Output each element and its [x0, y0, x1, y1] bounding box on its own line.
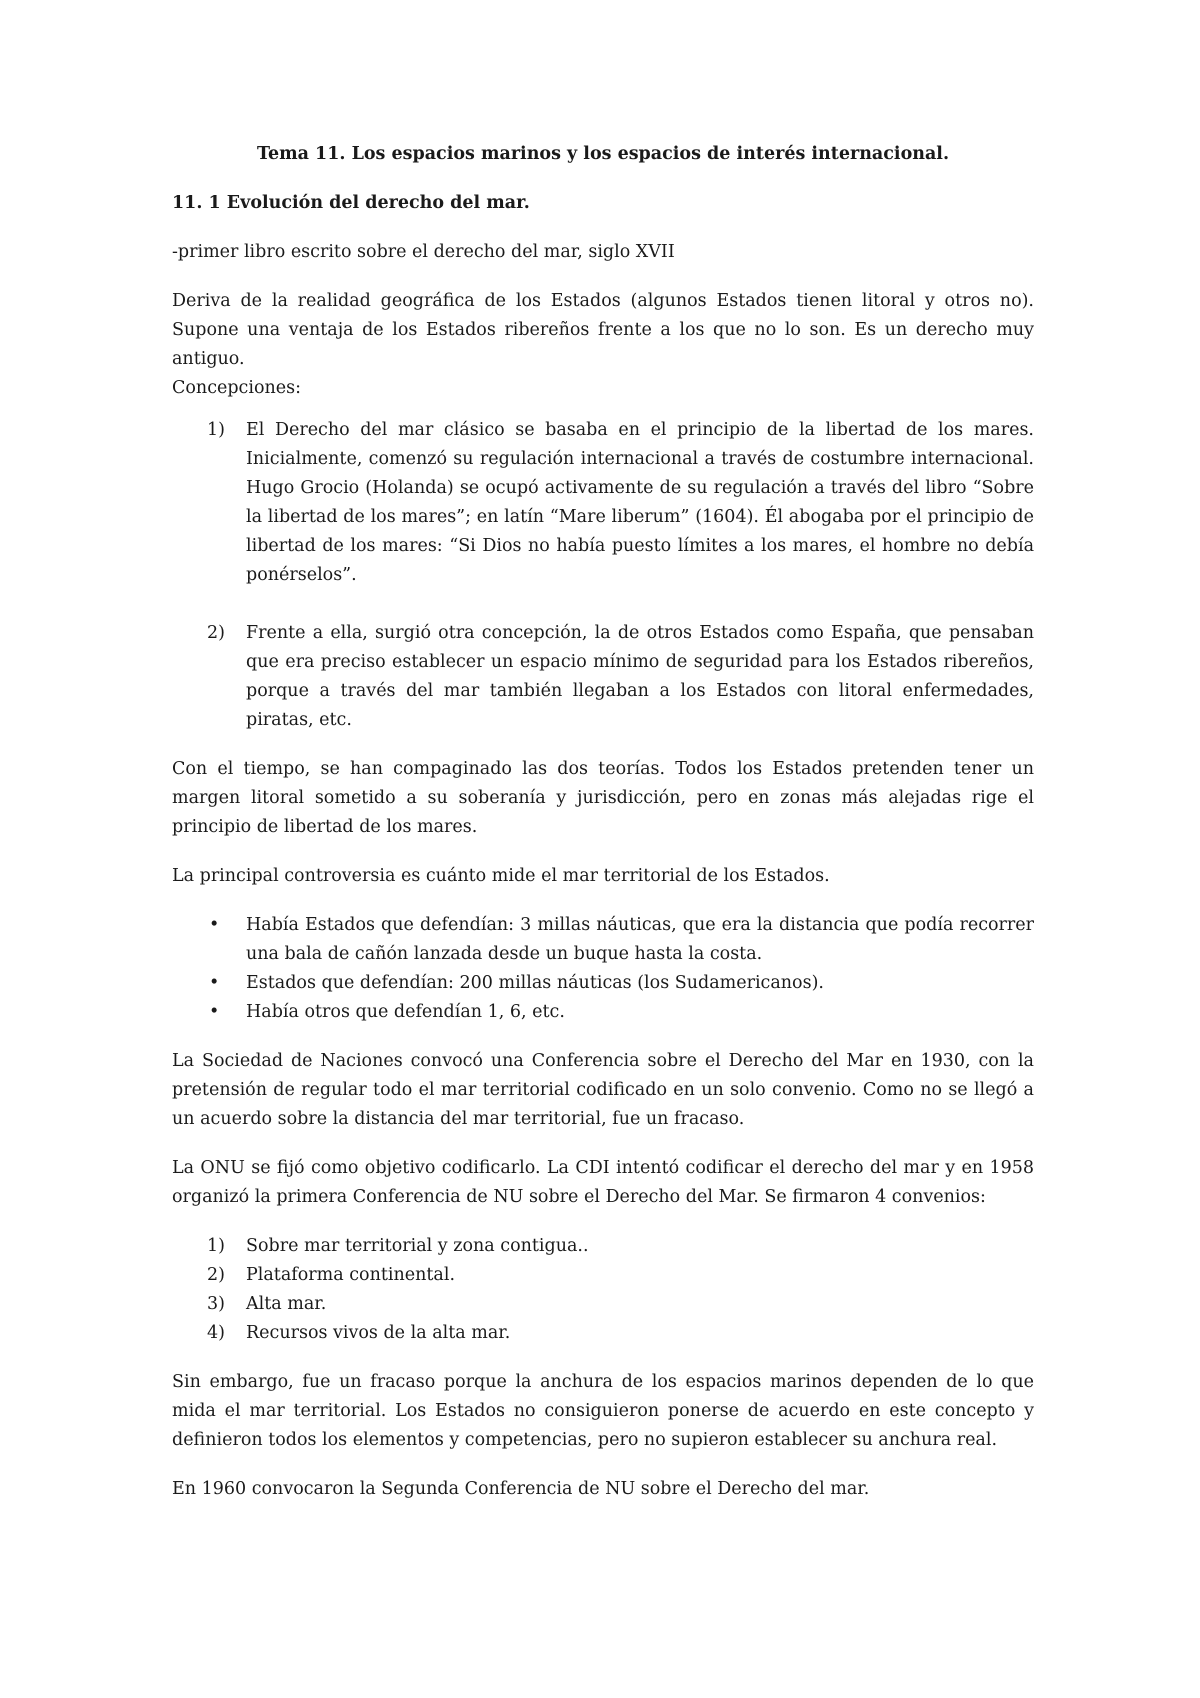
- paragraph-sociedad-naciones: La Sociedad de Naciones convocó una Conferencia sobre el Derecho del Mar en 1930, con la pretensión de regular todo el mar territorial codificado en un solo convenio. Como no se llegó a un acuerdo sobre la distancia del mar territorial, fue un fracaso.: [172, 1051, 1034, 1129]
- list-marker: 1): [207, 1236, 225, 1256]
- list-item-text: El Derecho del mar clásico se basaba en el principio de la libertad de los mares. Inicialmente, comenzó su regulación internacional a través de costumbre internacional. Hugo Grocio (Holanda) se ocupó activamente de su regulación a través del libro “Sobre la libertad de los mares”; en latín “Mare liberum” (1604). Él abogaba por el principio de libertad de los mares: “Si Dios no había puesto límites a los mares, el hombre no debía ponérselos”.: [246, 420, 1034, 585]
- paragraph-1960: En 1960 convocaron la Segunda Conferencia de NU sobre el Derecho del mar.: [172, 1479, 870, 1499]
- list-item-text: Plataforma continental.: [246, 1265, 456, 1285]
- list-item-text: Recursos vivos de la alta mar.: [246, 1323, 511, 1343]
- document-title: Tema 11. Los espacios marinos y los espacios de interés internacional.: [256, 144, 950, 164]
- list-marker: 2): [207, 623, 225, 643]
- bullet-marker: •: [209, 915, 220, 935]
- list-item-text: Alta mar.: [246, 1294, 327, 1314]
- list-item: [172, 416, 1034, 590]
- list-item: [172, 998, 1034, 1027]
- list-marker: 2): [207, 1265, 225, 1285]
- paragraph-controversia: La principal controversia es cuánto mide el mar territorial de los Estados.: [172, 866, 830, 886]
- list-item-text: Sobre mar territorial y zona contigua..: [246, 1236, 589, 1256]
- paragraph-concepciones-label: Concepciones:: [172, 378, 301, 398]
- list-item: [172, 1290, 1034, 1319]
- list-item: [172, 1261, 1034, 1290]
- list-item: [172, 911, 1034, 969]
- list-marker: 3): [207, 1294, 225, 1314]
- document-body: [172, 140, 1034, 1524]
- list-item: [172, 969, 1034, 998]
- paragraph-primer-libro: -primer libro escrito sobre el derecho del mar, siglo XVII: [172, 242, 675, 262]
- list-item-text: Había otros que defendían 1, 6, etc.: [246, 1002, 565, 1022]
- convenios-list: [172, 1232, 1034, 1348]
- list-item-text: Frente a ella, surgió otra concepción, la de otros Estados como España, que pensaban que era preciso establecer un espacio mínimo de seguridad para los Estados ribereños, porque a través del mar también llegaban a los Estados con litoral enfermedades, piratas, etc.: [246, 623, 1034, 730]
- concepciones-list: [172, 416, 1034, 735]
- list-item: [172, 619, 1034, 735]
- paragraph-sin-embargo: Sin embargo, fue un fracaso porque la anchura de los espacios marinos dependen de lo que mida el mar territorial. Los Estados no consiguieron ponerse de acuerdo en este concepto y definieron todos los elementos y competencias, pero no supieron establecer su anchura real.: [172, 1372, 1034, 1450]
- paragraph-onu: La ONU se fijó como objetivo codificarlo. La CDI intentó codificar el derecho del mar y en 1958 organizó la primera Conferencia de NU sobre el Derecho del Mar. Se firmaron 4 convenios:: [172, 1158, 1034, 1207]
- list-marker: 1): [207, 420, 225, 440]
- section-heading: 11. 1 Evolución del derecho del mar.: [172, 193, 530, 213]
- bullet-marker: •: [209, 1002, 220, 1022]
- bullet-marker: •: [209, 973, 220, 993]
- paragraph-deriva: Deriva de la realidad geográfica de los Estados (algunos Estados tienen litoral y otros no). Supone una ventaja de los Estados ribereños frente a los que no lo son. Es un derecho muy antiguo.: [172, 291, 1034, 369]
- list-marker: 4): [207, 1323, 225, 1343]
- list-item-text: Estados que defendían: 200 millas náuticas (los Sudamericanos).: [246, 973, 824, 993]
- millas-bullet-list: [172, 911, 1034, 1027]
- paragraph-con-el-tiempo: Con el tiempo, se han compaginado las dos teorías. Todos los Estados pretenden tener un margen litoral sometido a su soberanía y jurisdicción, pero en zonas más alejadas rige el principio de libertad de los mares.: [172, 759, 1034, 837]
- list-item: [172, 1232, 1034, 1261]
- list-item: [172, 1319, 1034, 1348]
- list-item-text: Había Estados que defendían: 3 millas náuticas, que era la distancia que podía recorrer una bala de cañón lanzada desde un buque hasta la costa.: [246, 915, 1034, 964]
